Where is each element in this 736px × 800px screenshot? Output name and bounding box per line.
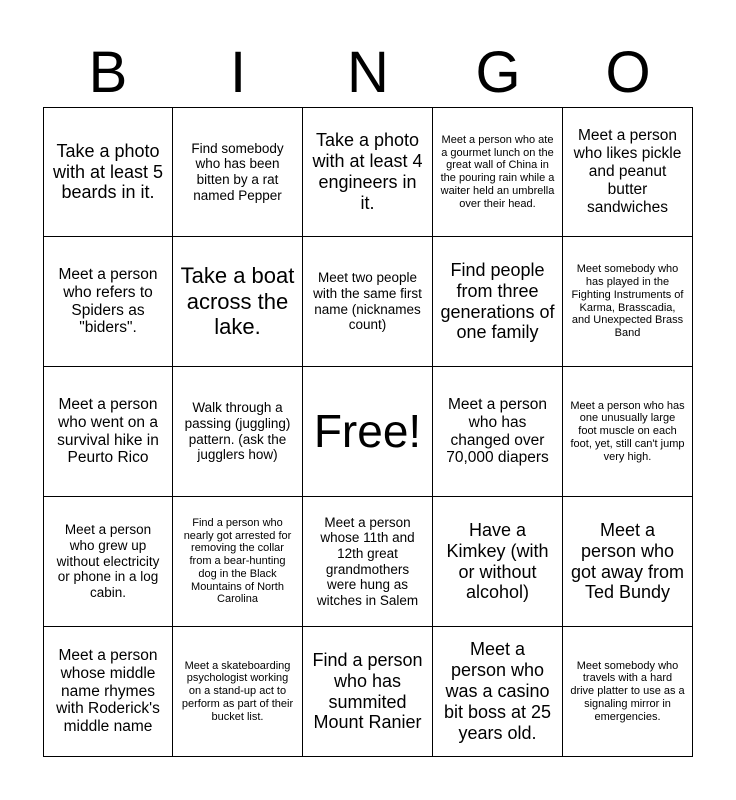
header-letter-i: I [229, 40, 247, 105]
bingo-cell-r5c5[interactable]: Meet somebody who travels with a hard drive platter to use as a signaling mirror in emergencies. [563, 627, 693, 757]
bingo-cell-r2c1[interactable]: Meet a person who refers to Spiders as "biders". [43, 237, 173, 367]
bingo-cell-r1c3[interactable]: Take a photo with at least 4 engineers in it. [303, 107, 433, 237]
header-letter-g: G [475, 40, 521, 105]
bingo-cell-r4c4[interactable]: Have a Kimkey (with or without alcohol) [433, 497, 563, 627]
bingo-cell-r2c4[interactable]: Find people from three generations of one family [433, 237, 563, 367]
bingo-cell-r3c4[interactable]: Meet a person who has changed over 70,000 diapers [433, 367, 563, 497]
bingo-cell-r2c5[interactable]: Meet somebody who has played in the Fighting Instruments of Karma, Brasscadia, and Unexpected Brass Band [563, 237, 693, 367]
bingo-cell-r1c5[interactable]: Meet a person who likes pickle and peanut butter sandwiches [563, 107, 693, 237]
bingo-cell-r3c5[interactable]: Meet a person who has one unusually large foot muscle on each foot, yet, still can't jump very high. [563, 367, 693, 497]
bingo-header [43, 38, 693, 108]
bingo-cell-r4c2[interactable]: Find a person who nearly got arrested for removing the collar from a bear-hunting dog in the Black Mountains of North Carolina [173, 497, 303, 627]
bingo-cell-r5c2[interactable]: Meet a skateboarding psychologist working on a stand-up act to perform as part of their bucket list. [173, 627, 303, 757]
bingo-cell-r3c2[interactable]: Walk through a passing (juggling) pattern. (ask the jugglers how) [173, 367, 303, 497]
bingo-cell-r4c3[interactable]: Meet a person whose 11th and 12th great grandmothers were hung as witches in Salem [303, 497, 433, 627]
header-letter-o: O [605, 40, 651, 105]
bingo-cell-r5c3[interactable]: Find a person who has summited Mount Ranier [303, 627, 433, 757]
bingo-cell-r1c4[interactable]: Meet a person who ate a gourmet lunch on the great wall of China in the pouring rain while a waiter held an umbrella over their head. [433, 107, 563, 237]
bingo-cell-r3c1[interactable]: Meet a person who went on a survival hike in Peurto Rico [43, 367, 173, 497]
bingo-card-grid [43, 107, 693, 757]
bingo-cell-r2c2[interactable]: Take a boat across the lake. [173, 237, 303, 367]
bingo-free-space[interactable]: Free! [303, 367, 433, 497]
header-letter-b: B [88, 40, 128, 105]
header-letter-n: N [347, 40, 389, 105]
bingo-cell-r5c1[interactable]: Meet a person whose middle name rhymes with Roderick's middle name [43, 627, 173, 757]
bingo-cell-r1c1[interactable]: Take a photo with at least 5 beards in it. [43, 107, 173, 237]
bingo-cell-r2c3[interactable]: Meet two people with the same first name (nicknames count) [303, 237, 433, 367]
bingo-cell-r1c2[interactable]: Find somebody who has been bitten by a rat named Pepper [173, 107, 303, 237]
bingo-cell-r4c1[interactable]: Meet a person who grew up without electricity or phone in a log cabin. [43, 497, 173, 627]
bingo-cell-r4c5[interactable]: Meet a person who got away from Ted Bundy [563, 497, 693, 627]
bingo-cell-r5c4[interactable]: Meet a person who was a casino bit boss at 25 years old. [433, 627, 563, 757]
